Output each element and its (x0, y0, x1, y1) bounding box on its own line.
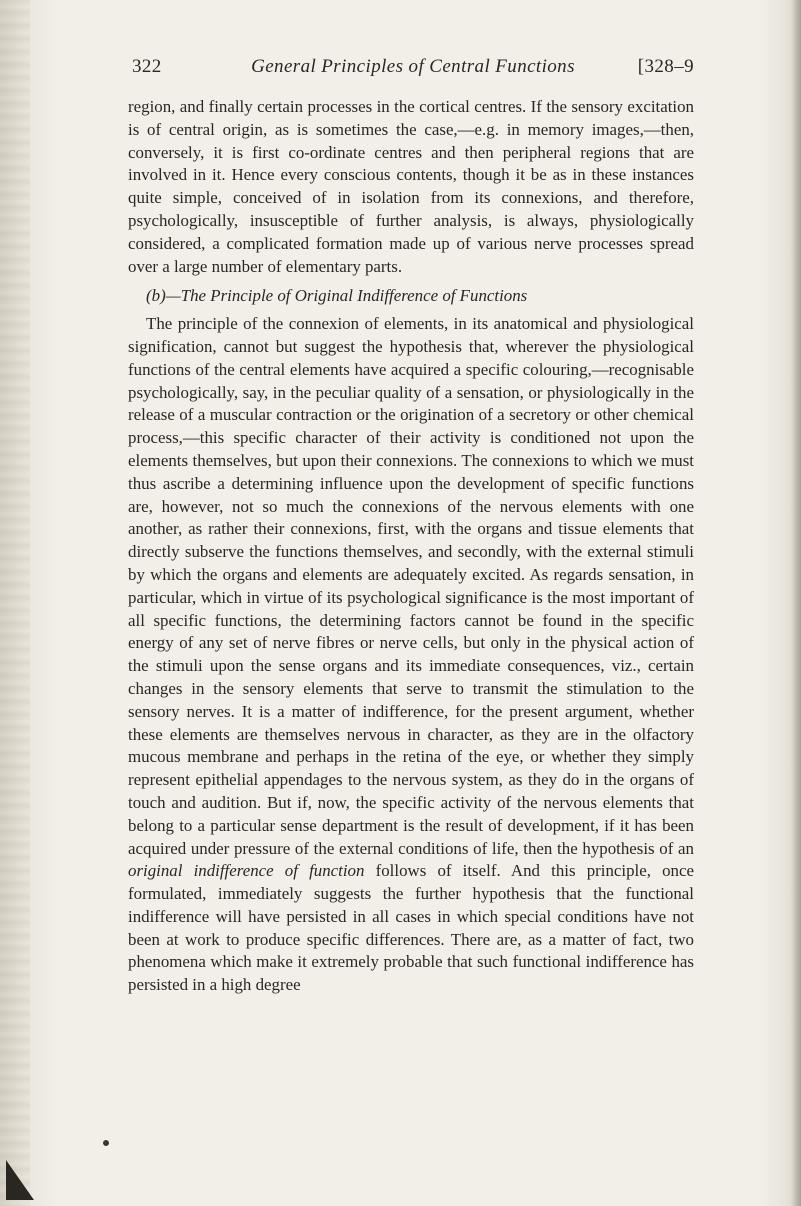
scan-corner-mark (6, 1160, 34, 1200)
paragraph-principle (128, 313, 694, 997)
body-text (128, 96, 694, 997)
paragraph-continuation: region, and finally certain processes in the cortical centres. If the sensory excitation is of central origin, as is sometimes the case,—e.g. in memory images,—then, conversely, it is first co-ordinate centres and then peripheral regions that are involved in it. Hence every conscious contents, though it be as in these instances quite simple, conceived of in isolation from its connexions, and therefore, psychologically, insusceptible of further analysis, is always, physiologically considered, a complicated formation made up of various nerve processes spread over a large number of elementary parts. (128, 97, 694, 276)
paragraph-principle-text-2: follows of itself. And this principle, once formulated, immediately suggests the further hypothesis that the functional indifference will have persisted in all cases in which special conditions have not been at work to produce specific differences. There are, as a matter of fact, two phenomena which make it extremely probable that such functional indifference has persisted in a high degree (128, 861, 695, 995)
running-head: General Principles of Central Functions (251, 56, 575, 77)
page-number: 322 (132, 56, 162, 77)
page-header (132, 56, 694, 86)
section-heading-label: (b) (146, 286, 166, 306)
section-heading-title: —The Principle of Original Indifference of Functions (165, 286, 528, 306)
emphasis-original-indifference: original indifference of function (128, 861, 365, 881)
paragraph-principle-text-1: The principle of the connexion of elements, in its anatomical and physiological signification, cannot but suggest the hypothesis that, wherever the physiological functions of the central elements have acquired a specific colouring,—recognisable psychologically, say, in the peculiar quality of a sensation, or physiologically in the release of a muscular contraction or the origination of a secretory or other chemical process,—this specific character of their activity is conditioned not upon the elements themselves, but upon their connexions. The connexions to which we must thus ascribe a determining influence upon the development of specific functions are, however, not so much the connexions of the nervous elements with one another, as rather their connexions, first, with the organs and tissue elements that directly subserve the functions themselves, and secondly, with the external stimuli by which the organs and elements are adequately excited. As regards sensation, in particular, which in virtue of its psychological significance is the most important of all specific functions, the determining factors cannot be found in the specific energy of any set of nerve fibres or nerve cells, but only in the physical action of the stimuli upon the sense organs and its immediate consequences, viz., certain changes in the sensory elements that serve to transmit the stimulation to the sensory nerves. It is a matter of indifference, for the present argument, whether these elements are themselves nervous in character, as they are in the olfactory mucous membrane and perhaps in the retina of the eye, or whether they simply represent epithelial appendages to the nervous system, as they do in the organs of touch and audition. But if, now, the specific activity of the nervous elements that belong to a particular sense department is the result of development, if it has been acquired under pressure of the external conditions of life, then the hypothesis of an (128, 314, 694, 858)
page-edge-shadow (791, 0, 801, 1206)
original-page-reference: [328–9 (637, 56, 694, 77)
page-gutter-shadow (0, 0, 30, 1206)
scan-dot-mark (103, 1140, 109, 1146)
section-heading (128, 285, 694, 308)
